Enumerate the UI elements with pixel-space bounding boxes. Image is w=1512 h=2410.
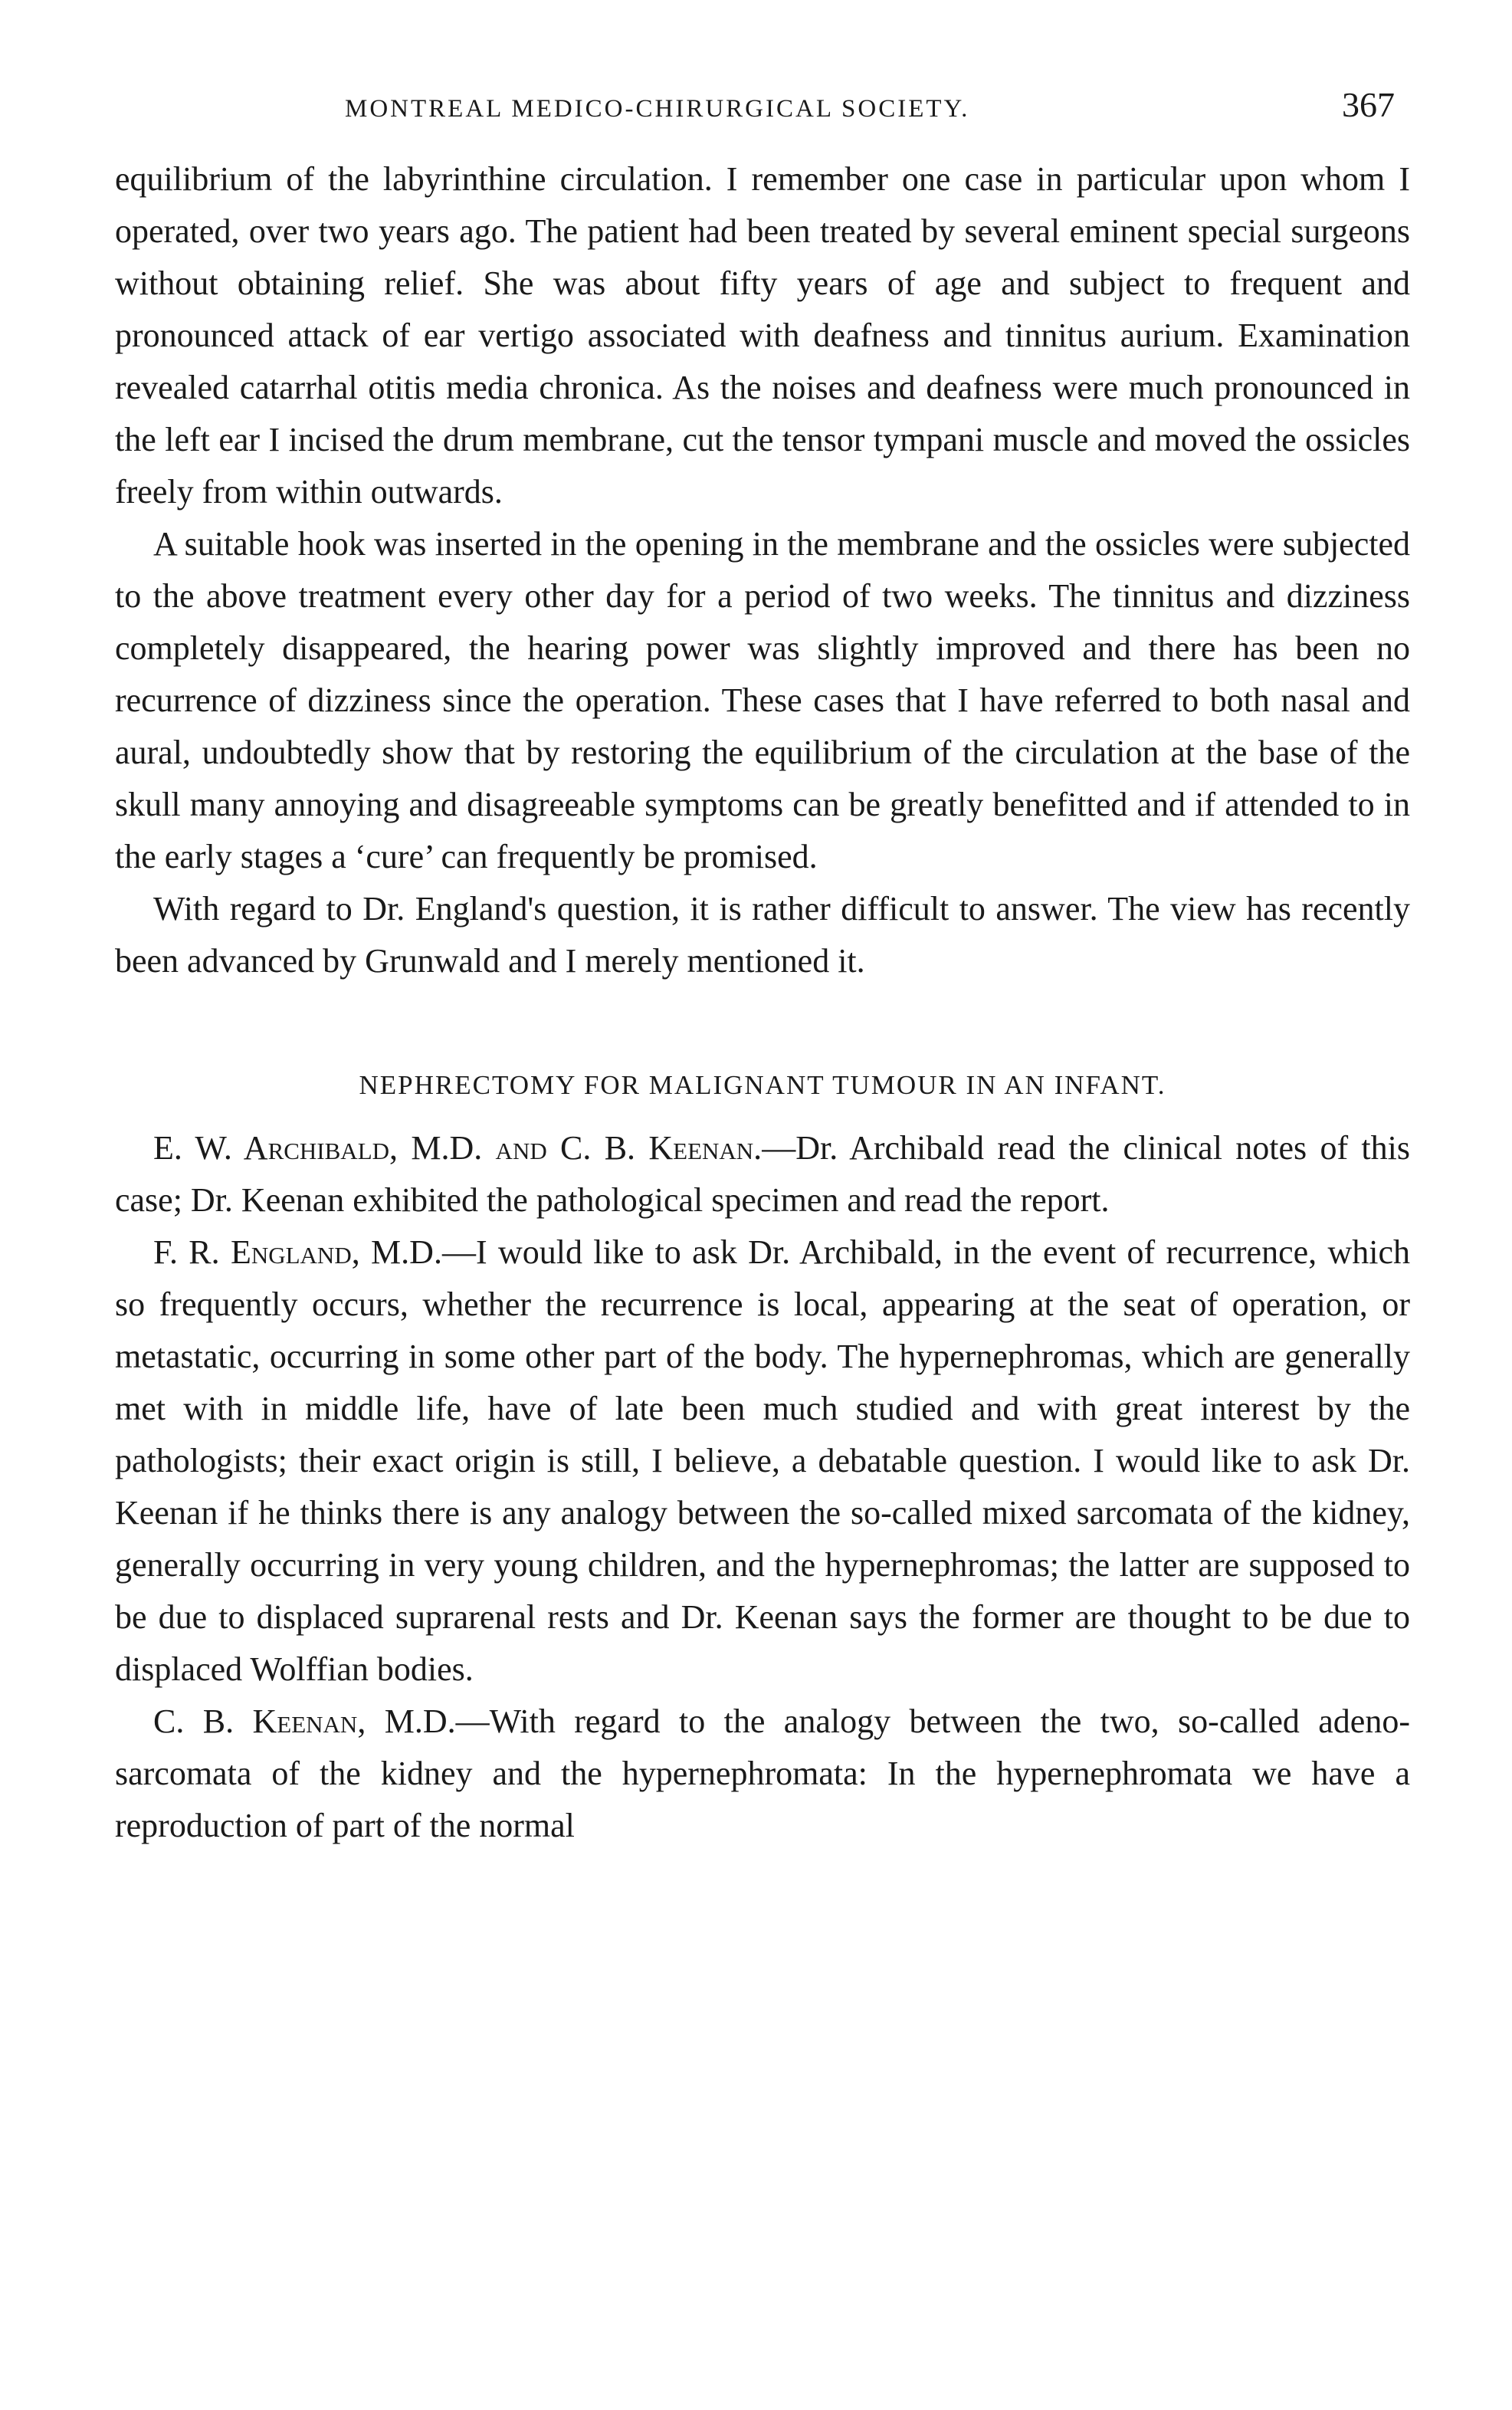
speaker-name: F. R. England, M.D. [153, 1233, 442, 1271]
paragraph-continued: equilibrium of the labyrinthine circulation. I remember one case in particular upon whom I operated, over two years ago. The patient had been treated by several eminent special surgeons without obtaining relief. She was about fifty years of age and subject to frequent and pronounced attack of ear vertigo associated with deafness and tinnitus aurium. Examination revealed catarrhal otitis media chronica. As the noises and deafness were much pronounced in the left ear I incised the drum membrane, cut the tensor tympani muscle and moved the ossicles freely from within outwards. [115, 160, 1410, 511]
speaker-name: C. B. Keenan, M.D. [153, 1702, 456, 1740]
speaker-text: —I would like to ask Dr. Archibald, in the event of recurrence, which so frequently occurs, whether the recurrence is local, appearing at the seat of operation, or metastatic, occurring in some other part of the body. The hypernephromas, which are generally met with in middle life, have of late been much studied and with great interest by the pathologists; their exact origin is still, I believe, a debatable question. I would like to ask Dr. Keenan if he thinks there is any analogy between the so-called mixed sarcomata of the kidney, generally occurring in very young children, and the hypernephromas; the latter are supposed to be due to displaced suprarenal rests and Dr. Keenan says the former are thought to be due to displaced Wolffian bodies. [115, 1233, 1411, 1688]
journal-page [115, 0, 1410, 2410]
paragraph: With regard to Dr. England's question, it is rather difficult to answer. The view has recently been advanced by Grunwald and I merely mentioned it. [115, 890, 1410, 980]
speaker-text: —Dr. Archibald read the clinical notes of this case; Dr. Keenan exhibited the pathological specimen and read the report. [115, 1129, 1410, 1219]
running-head [115, 84, 1410, 138]
page-number: 367 [1342, 85, 1395, 124]
speaker-name: E. W. Archibald, M.D. and C. B. Keenan. [153, 1129, 763, 1167]
speaker-text: —With regard to the analogy between the two, so-called adeno-sarcomata of the kidney and the hypernephromata: In the hypernephromata we have a reproduction of part of the normal [115, 1702, 1410, 1844]
article-body [115, 153, 1410, 1852]
discussion-paragraph [115, 1696, 1410, 1852]
running-title: MONTREAL MEDICO-CHIRURGICAL SOCIETY. [345, 95, 970, 123]
paragraph: A suitable hook was inserted in the opening in the membrane and the ossicles were subjected to the above treatment every other day for a period of two weeks. The tinnitus and dizziness completely disappeared, the hearing power was slightly improved and there has been no recurrence of dizziness since the operation. These cases that I have referred to both nasal and aural, undoubtedly show that by restoring the equilibrium of the circulation at the base of the skull many annoying and disagreeable symptoms can be greatly benefitted and if attended to in the early stages a ‘cure’ can frequently be promised. [115, 525, 1410, 875]
discussion-paragraph [115, 1226, 1410, 1696]
section-heading: NEPHRECTOMY FOR MALIGNANT TUMOUR IN AN INFANT. [359, 1070, 1166, 1100]
discussion-paragraph [115, 1122, 1410, 1226]
